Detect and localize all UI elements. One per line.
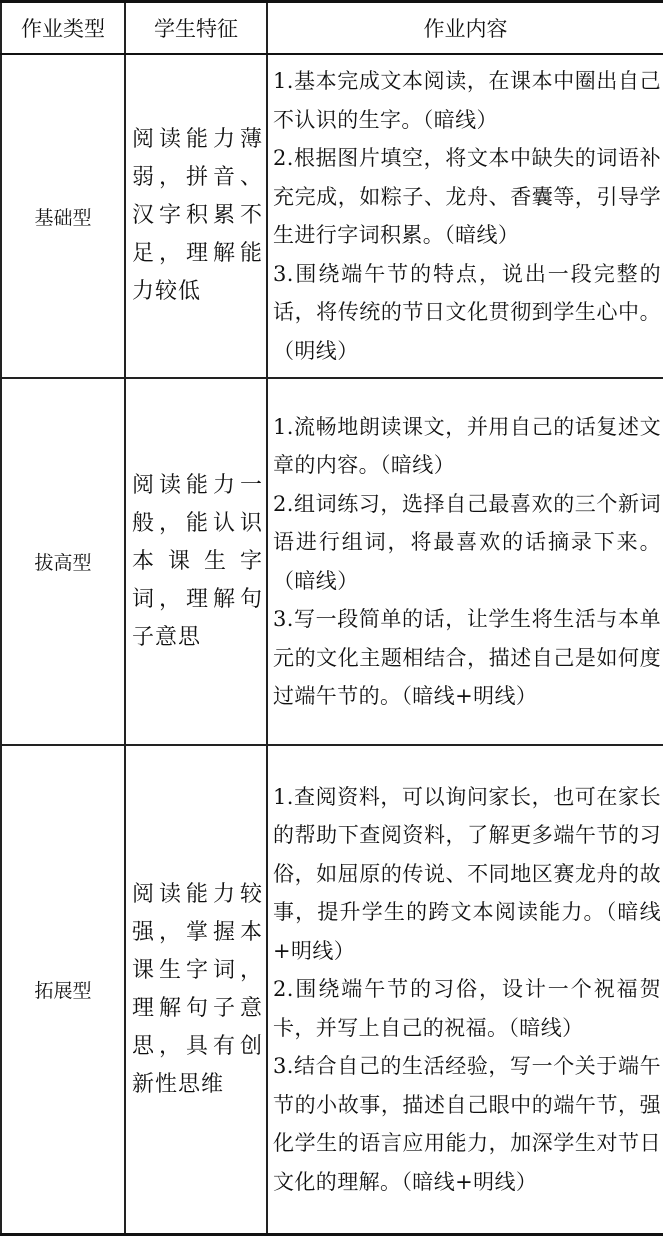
table-header-row: [1, 2, 663, 55]
content-item: 3.结合自己的生活经验，写一个关于端午节的小故事，描述自己眼中的端午节，强化学生的语言应用能力，加深学生对节日文化的理解。（暗线+明线）: [273, 1054, 661, 1194]
homework-type-cell: 基础型: [1, 54, 125, 378]
student-feature-cell: 阅读能力薄弱，拼音、汉字积累不足，理解能力较低: [125, 54, 267, 378]
header-homework-content: 作业内容: [267, 2, 663, 55]
content-item: 2.围绕端午节的习俗，设计一个祝福贺卡，并写上自己的祝福。（暗线）: [273, 977, 661, 1040]
content-item: 3.写一段简单的话，让学生将生活与本单元的文化主题相结合，描述自己是如何度过端午节的。（暗线+明线）: [273, 607, 661, 708]
header-student-features: 学生特征: [125, 2, 267, 55]
header-homework-type: 作业类型: [1, 2, 125, 55]
content-item: 1.基本完成文本阅读，在课本中圈出自己不认识的生字。（暗线）: [273, 69, 661, 132]
homework-type-cell: 拔高型: [1, 378, 125, 745]
table-row-extended: [1, 745, 663, 1235]
content-item: 1.流畅地朗读课文，并用自己的话复述文章的内容。（暗线）: [273, 414, 661, 477]
content-item: 2.组词练习，选择自己最喜欢的三个新词语进行组词，将最喜欢的话摘录下来。（暗线）: [273, 491, 661, 593]
homework-content-cell: [267, 745, 663, 1235]
student-feature-cell: 阅读能力一般，能认识本课生字词，理解句子意思: [125, 378, 267, 745]
table-row-basic: [1, 54, 663, 378]
homework-content-cell: [267, 54, 663, 378]
content-item: 2.根据图片填空，将文本中缺失的词语补充完成，如粽子、龙舟、香囊等，引导学生进行字词积累。（暗线）: [273, 146, 661, 247]
homework-type-cell: 拓展型: [1, 745, 125, 1235]
student-feature-cell: 阅读能力较强，掌握本课生字词，理解句子意思，具有创新性思维: [125, 745, 267, 1235]
homework-content-cell: [267, 378, 663, 745]
content-item: 3.围绕端午节的特点，说出一段完整的话，将传统的节日文化贯彻到学生心中。（明线）: [273, 261, 661, 363]
table-row-advanced: [1, 378, 663, 745]
content-item: 1.查阅资料，可以询问家长，也可在家长的帮助下查阅资料，了解更多端午节的习俗，如屈原的传说、不同地区赛龙舟的故事，提升学生的跨文本阅读能力。（暗线+明线）: [273, 784, 661, 963]
